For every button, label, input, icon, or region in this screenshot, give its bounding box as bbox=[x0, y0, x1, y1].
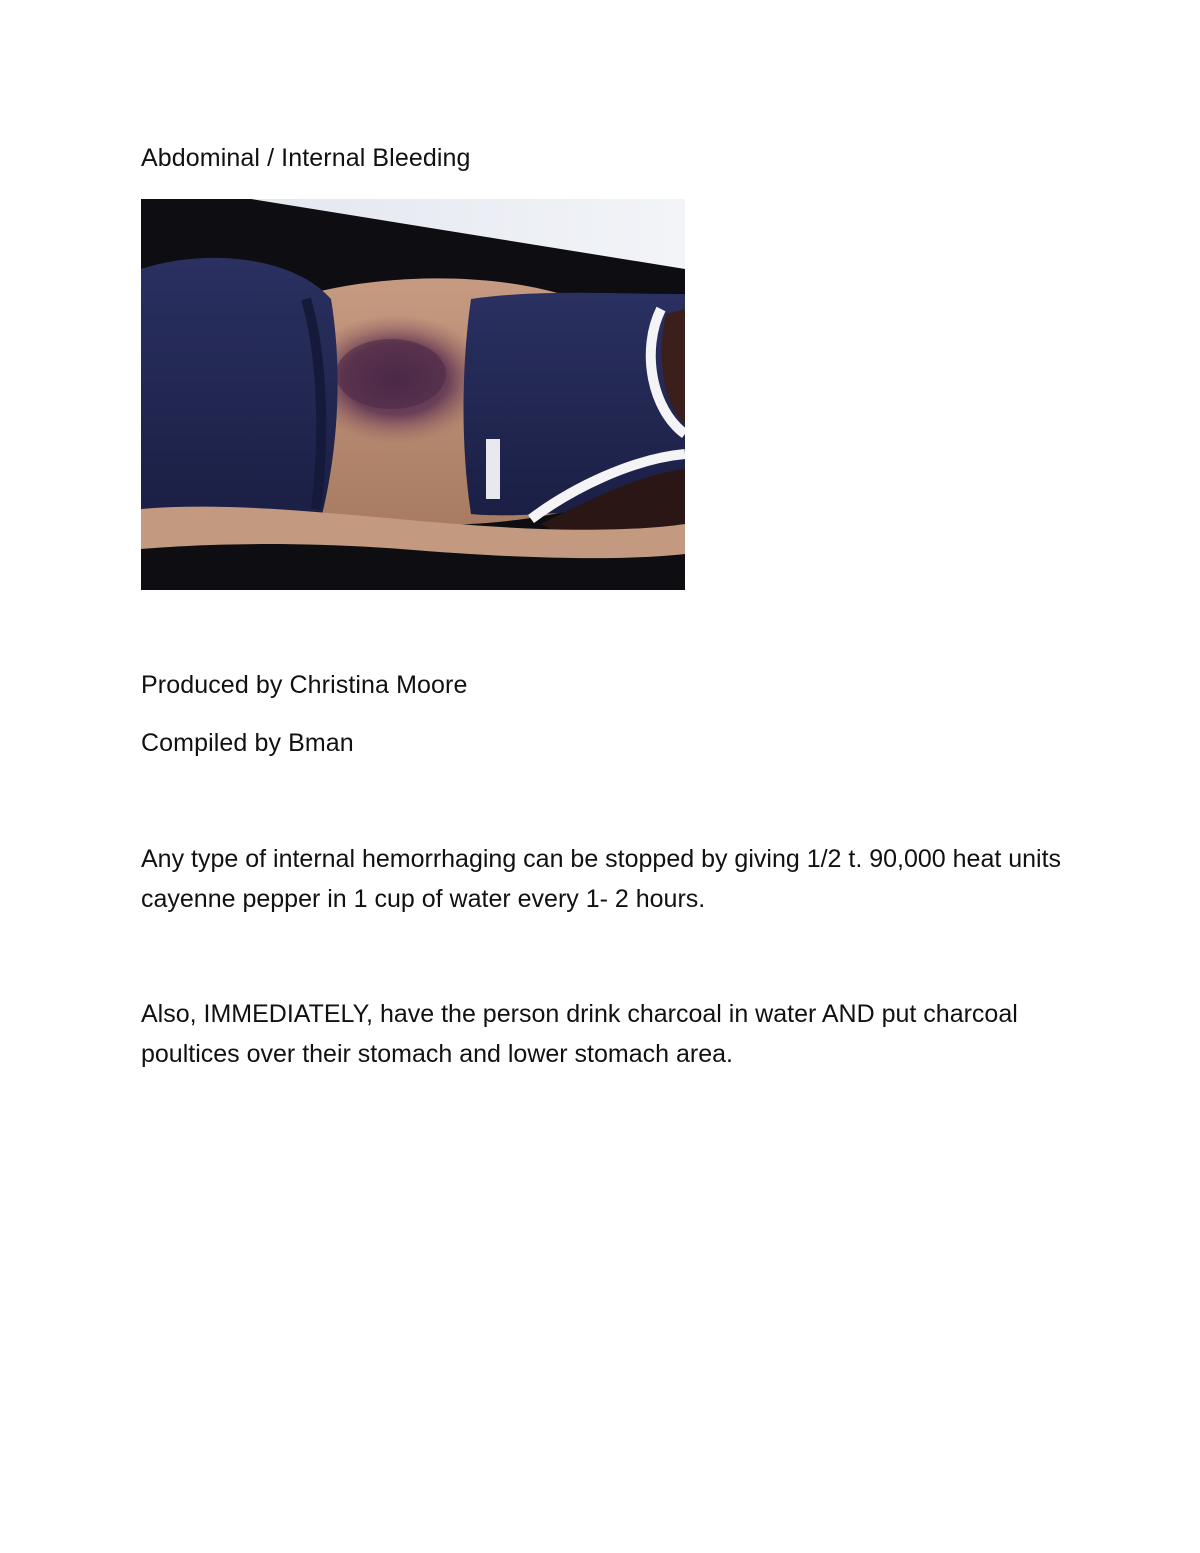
page-title: Abdominal / Internal Bleeding bbox=[141, 144, 471, 172]
produced-by-line: Produced by Christina Moore bbox=[141, 671, 468, 699]
compiled-by-line: Compiled by Bman bbox=[141, 729, 354, 757]
paragraph-charcoal: Also, IMMEDIATELY, have the person drink charcoal in water AND put charcoal poultices over their stomach and lower stomach area. bbox=[141, 1000, 1018, 1068]
paragraph-cayenne: Any type of internal hemorrhaging can be stopped by giving 1/2 t. 90,000 heat units cayenne pepper in 1 cup of water every 1- 2 hours. bbox=[141, 845, 1062, 913]
bruise-photo-icon bbox=[141, 199, 685, 590]
